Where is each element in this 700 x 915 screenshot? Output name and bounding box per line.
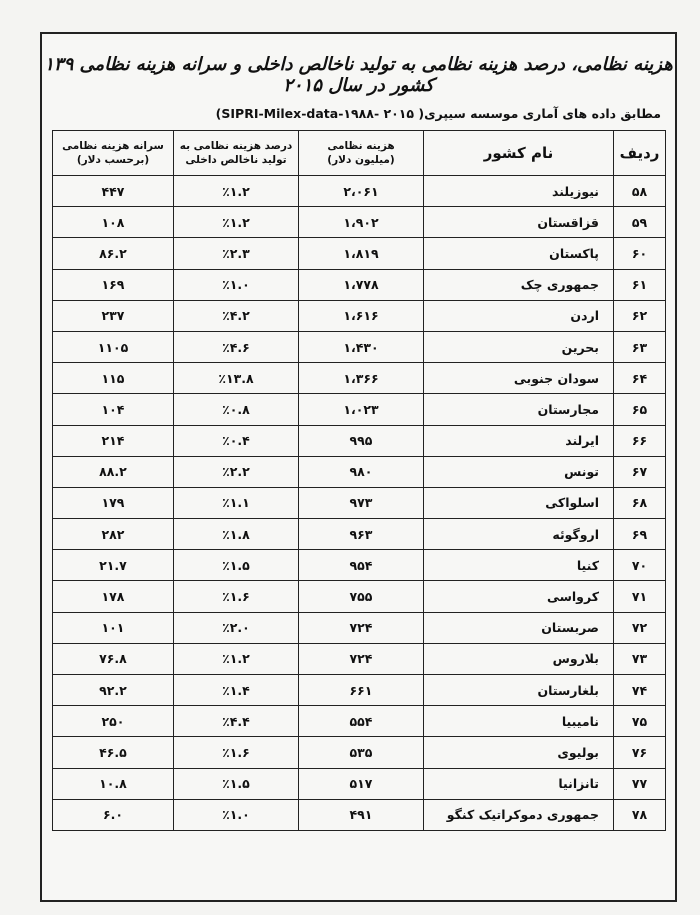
cell-per-capita: ۱۶۹ [53,269,174,300]
table-row [53,456,666,487]
cell-per-capita: ۴۶.۵ [53,737,174,768]
cell-gdp-share: ٪۱.۵ [174,550,299,581]
cell-spending: ۴۹۱ [299,799,424,830]
cell-per-capita: ۸۶.۲ [53,238,174,269]
cell-spending: ۵۱۷ [299,768,424,799]
document-frame [40,32,677,902]
cell-rank: ۷۴ [614,675,666,706]
cell-spending: ۱،۷۷۸ [299,269,424,300]
cell-country: صربستان [424,612,614,643]
header-spending-line2: (میلیون دلار) [327,154,395,166]
cell-per-capita: ۱۷۸ [53,581,174,612]
cell-country: جمهوری دموکراتیک کنگو [424,799,614,830]
cell-gdp-share: ٪۱.۱ [174,487,299,518]
cell-gdp-share: ٪۰.۴ [174,425,299,456]
table-row [53,176,666,207]
cell-rank: ۷۶ [614,737,666,768]
cell-rank: ۵۸ [614,176,666,207]
cell-spending: ۹۵۴ [299,550,424,581]
table-row [53,706,666,737]
cell-rank: ۶۹ [614,519,666,550]
cell-country: ایرلند [424,425,614,456]
cell-gdp-share: ٪۱.۲ [174,643,299,674]
cell-gdp-share: ٪۱.۰ [174,799,299,830]
cell-per-capita: ۲۵۰ [53,706,174,737]
table-row [53,643,666,674]
cell-spending: ۱،۶۱۶ [299,300,424,331]
cell-rank: ۷۲ [614,612,666,643]
cell-country: جمهوری چک [424,269,614,300]
cell-spending: ۱،۰۲۳ [299,394,424,425]
cell-country: سودان جنوبی [424,363,614,394]
header-gdp-share [174,131,299,176]
table-row [53,363,666,394]
cell-per-capita: ۱۷۹ [53,487,174,518]
cell-gdp-share: ٪۱.۶ [174,581,299,612]
cell-spending: ۹۸۰ [299,456,424,487]
cell-country: تونس [424,456,614,487]
header-per-capita [53,131,174,176]
cell-spending: ۷۵۵ [299,581,424,612]
cell-rank: ۶۵ [614,394,666,425]
cell-country: بولیوی [424,737,614,768]
cell-spending: ۱،۹۰۲ [299,207,424,238]
document-title: هزینه نظامی، درصد هزینه نظامی به تولید ناخالص داخلی و سرانه هزینه نظامی ۱۳۹ کشور در سال ۲۰۱۵ [44,54,673,96]
cell-per-capita: ۱۱۵ [53,363,174,394]
cell-rank: ۵۹ [614,207,666,238]
cell-gdp-share: ٪۱.۰ [174,269,299,300]
cell-per-capita: ۲۳۷ [53,300,174,331]
header-spending [299,131,424,176]
cell-rank: ۷۰ [614,550,666,581]
cell-rank: ۶۲ [614,300,666,331]
cell-spending: ۹۷۳ [299,487,424,518]
cell-per-capita: ۱۰۱ [53,612,174,643]
cell-rank: ۶۴ [614,363,666,394]
cell-spending: ۹۹۵ [299,425,424,456]
cell-gdp-share: ٪۱.۴ [174,675,299,706]
cell-per-capita: ۱۰۴ [53,394,174,425]
table-row [53,238,666,269]
cell-gdp-share: ٪۴.۶ [174,331,299,362]
cell-per-capita: ۸۸.۲ [53,456,174,487]
cell-gdp-share: ٪۲.۳ [174,238,299,269]
cell-rank: ۷۸ [614,799,666,830]
cell-per-capita: ۲۱.۷ [53,550,174,581]
cell-gdp-share: ٪۰.۸ [174,394,299,425]
cell-spending: ۷۲۴ [299,643,424,674]
cell-country: کنیا [424,550,614,581]
header-rank: ردیف [614,131,666,176]
table-body [53,176,666,831]
cell-gdp-share: ٪۱.۸ [174,519,299,550]
table-row [53,487,666,518]
cell-spending: ۹۶۳ [299,519,424,550]
cell-country: بلاروس [424,643,614,674]
header-percap-line1: سرانه هزینه نظامی [62,140,164,152]
cell-per-capita: ۱۰۸ [53,207,174,238]
cell-per-capita: ۱۰.۸ [53,768,174,799]
cell-rank: ۶۶ [614,425,666,456]
cell-rank: ۶۰ [614,238,666,269]
cell-gdp-share: ٪۴.۴ [174,706,299,737]
cell-gdp-share: ٪۴.۲ [174,300,299,331]
table-row [53,581,666,612]
cell-spending: ۱،۳۶۶ [299,363,424,394]
cell-country: نامیبیا [424,706,614,737]
cell-rank: ۶۷ [614,456,666,487]
table-row [53,425,666,456]
cell-rank: ۷۵ [614,706,666,737]
cell-spending: ۲،۰۶۱ [299,176,424,207]
table-row [53,675,666,706]
table-row [53,737,666,768]
header-gdp-line2: تولید ناخالص داخلی [185,154,287,166]
cell-rank: ۷۳ [614,643,666,674]
cell-country: تانزانیا [424,768,614,799]
cell-rank: ۷۱ [614,581,666,612]
table-row [53,612,666,643]
cell-spending: ۱،۸۱۹ [299,238,424,269]
cell-spending: ۵۵۴ [299,706,424,737]
source-note: مطابق داده های آماری موسسه سیپری( ۲۰۱۵ -۱۹۸۸-SIPRI-Milex-data) [215,106,661,121]
cell-spending: ۵۳۵ [299,737,424,768]
cell-country: بلغارستان [424,675,614,706]
cell-gdp-share: ٪۱.۵ [174,768,299,799]
cell-spending: ۷۲۴ [299,612,424,643]
cell-rank: ۶۱ [614,269,666,300]
header-gdp-line1: درصد هزینه نظامی به [179,140,293,152]
cell-gdp-share: ٪۱.۲ [174,207,299,238]
table-row [53,799,666,830]
cell-gdp-share: ٪۱.۶ [174,737,299,768]
cell-gdp-share: ٪۱.۲ [174,176,299,207]
military-spending-table [52,130,666,831]
cell-rank: ۶۳ [614,331,666,362]
table-row [53,519,666,550]
table-row [53,331,666,362]
table-row [53,207,666,238]
cell-per-capita: ۲۱۴ [53,425,174,456]
header-spending-line1: هزینه نظامی [327,140,395,152]
cell-country: کرواسی [424,581,614,612]
cell-spending: ۱،۴۳۰ [299,331,424,362]
header-percap-line2: (برحسب دلار) [76,154,150,166]
cell-country: اروگوئه [424,519,614,550]
cell-country: پاکستان [424,238,614,269]
table-row [53,269,666,300]
table-row [53,394,666,425]
cell-rank: ۶۸ [614,487,666,518]
table-row [53,768,666,799]
cell-per-capita: ۶.۰ [53,799,174,830]
table-row [53,550,666,581]
cell-country: اسلواکی [424,487,614,518]
cell-gdp-share: ٪۱۳.۸ [174,363,299,394]
cell-rank: ۷۷ [614,768,666,799]
cell-per-capita: ۴۴۷ [53,176,174,207]
cell-per-capita: ۷۶.۸ [53,643,174,674]
cell-country: مجارستان [424,394,614,425]
cell-country: نیوزیلند [424,176,614,207]
cell-gdp-share: ٪۲.۲ [174,456,299,487]
cell-spending: ۶۶۱ [299,675,424,706]
cell-country: بحرین [424,331,614,362]
table-header-row [53,131,666,176]
cell-per-capita: ۹۲.۲ [53,675,174,706]
table-row [53,300,666,331]
cell-gdp-share: ٪۲.۰ [174,612,299,643]
cell-country: قزاقستان [424,207,614,238]
cell-per-capita: ۲۸۲ [53,519,174,550]
header-country: نام کشور [424,131,614,176]
cell-per-capita: ۱۱۰۵ [53,331,174,362]
cell-country: اردن [424,300,614,331]
